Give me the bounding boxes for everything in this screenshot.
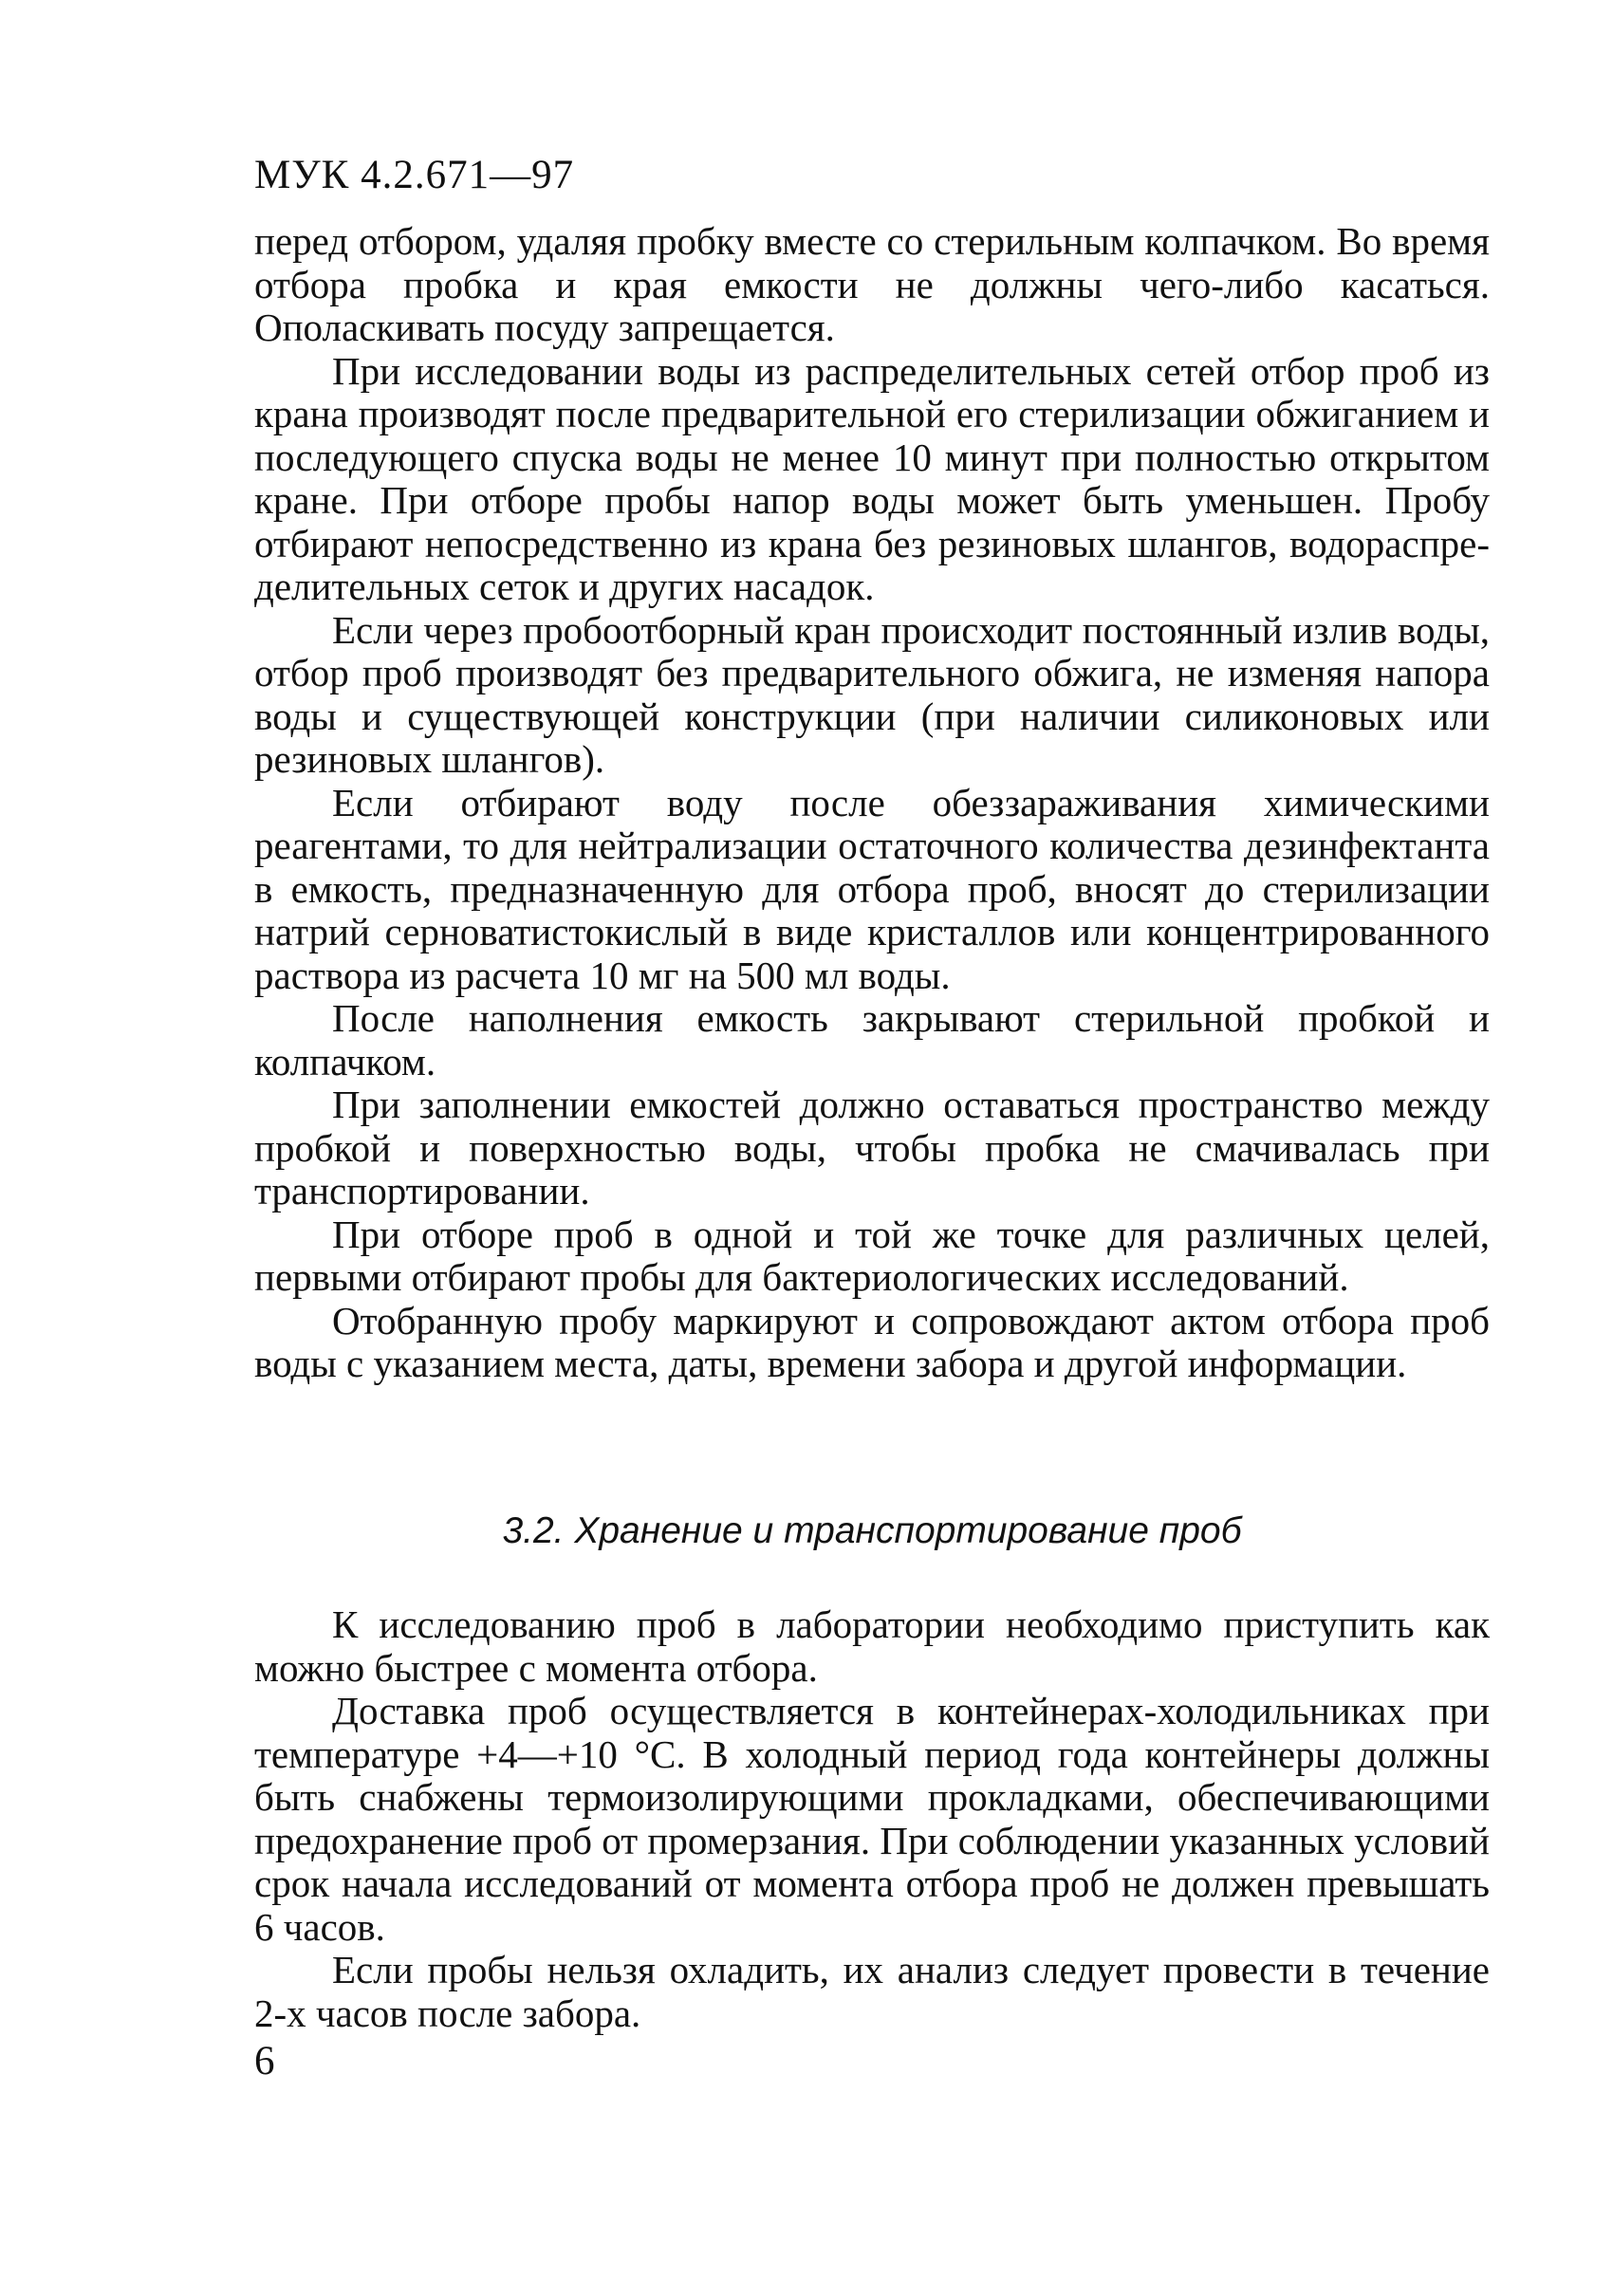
paragraph: Отобранную пробу маркируют и сопровождают актом отбора проб воды с указанием места, даты, времени забора и другой информации.	[254, 1298, 1490, 1385]
paragraph: При заполнении емкостей должно оставаться пространство между пробкой и поверхностью воды, чтобы пробка не смачивалась при транспортировании.	[254, 1083, 1490, 1213]
paragraph: Доставка проб осуществляется в контейнерах-холодильниках при температуре +4—+10 °С. В холодный период года контейнеры должны быть снабжены термоизолирующими прокладками, обеспечивающими предохранение проб от промерзания. При соблюдении указанных условий срок начала исследований от момента отбора проб не должен превышать 6 часов.	[254, 1689, 1490, 1949]
body-text-part-2	[254, 1603, 1490, 2035]
section-heading: 3.2. Хранение и транспортирование проб	[502, 1510, 1242, 1551]
paragraph: После наполнения емкость закрывают стерильной пробкой и колпачком.	[254, 996, 1490, 1083]
body-text-part-1	[254, 220, 1490, 1386]
page-number: 6	[254, 2039, 275, 2083]
paragraph: При исследовании воды из распределительных сетей отбор проб из крана производят после предварительной его стерилизации обжиганием и последующего спуска воды не менее 10 минут при полностью открытом кране. При отборе пробы напор воды может быть уменьшен. Пробу отбирают непосредственно из крана без резиновых шлангов, водораспределительных сеток и других насадок.	[254, 348, 1490, 608]
document-code-header: МУК 4.2.671—97	[254, 153, 575, 197]
paragraph: К исследованию проб в лаборатории необходимо приступить как можно быстрее с момента отбора.	[254, 1602, 1490, 1690]
paragraph: перед отбором, удаляя пробку вместе со стерильным колпачком. Во время отбора пробка и края емкости не должны чего-либо касаться. Ополаскивать посуду запрещается.	[254, 219, 1490, 349]
paragraph: Если пробы нельзя охладить, их анализ следует провести в течение 2-х часов после забора.	[254, 1948, 1490, 2035]
paragraph: Если через пробоотборный кран происходит постоянный излив воды, отбор проб производят без предварительного обжига, не изменяя напора воды и существующей конструкции (при наличии силиконовых или резиновых шлангов).	[254, 607, 1490, 781]
paragraph: Если отбирают воду после обеззараживания химическими реагентами, то для нейтрализации остаточного количества дезинфектанта в емкость, предназначенную для отбора проб, вносят до стерилизации натрий серноватистокислый в виде кристаллов или концентрированного раствора из расчета 10 мг на 500 мл воды.	[254, 780, 1490, 997]
paragraph: При отборе проб в одной и той же точке для различных целей, первыми отбирают пробы для бактериологических исследований.	[254, 1212, 1490, 1299]
